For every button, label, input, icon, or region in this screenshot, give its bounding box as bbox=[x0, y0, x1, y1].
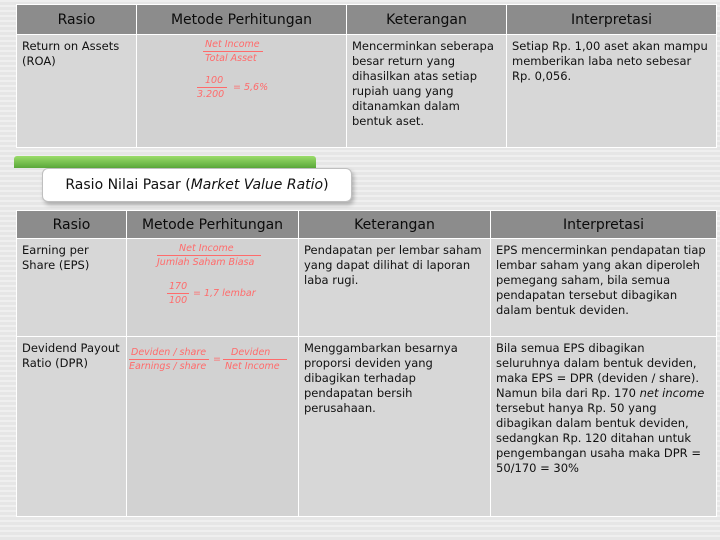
eps-formula-denominator: Jumlah Saham Biasa bbox=[157, 257, 255, 268]
eps-rasio-cell: Earning per Share (EPS) bbox=[17, 239, 127, 337]
header-rasio: Rasio bbox=[17, 211, 127, 239]
formula-numerator: Net Income bbox=[205, 39, 260, 50]
dpr-right-fraction-line bbox=[223, 359, 287, 360]
formula-cell bbox=[137, 35, 347, 148]
calc-denominator: 3.200 bbox=[197, 89, 225, 100]
calc-numerator: 100 bbox=[205, 75, 224, 86]
dpr-keterangan-cell: Menggambarkan besarnya proporsi deviden yang dibagikan terhadap pendapatan bersih perusahaan. bbox=[299, 337, 491, 517]
header-metode: Metode Perhitungan bbox=[137, 5, 347, 35]
keterangan-cell: Mencerminkan seberapa besar return yang dihasilkan atas setiap rupiah uang yang ditanamkan dalam bentuk aset. bbox=[347, 35, 507, 148]
eps-fraction-line bbox=[157, 255, 261, 256]
eps-calc-denominator: 100 bbox=[169, 295, 188, 306]
eps-calc-fraction-line bbox=[167, 293, 189, 294]
section-accent-bar bbox=[14, 156, 316, 168]
dpr-interpretasi-cell: Bila semua EPS dibagikan seluruhnya dalam bentuk deviden, maka EPS = DPR (deviden / share). Namun bila dari Rp. 170 net income tersebut hanya Rp. 50 yang dibagikan dalam bentuk deviden, sedangkan Rp. 120 ditahan untuk pengembangan usaha maka DPR = 50/170 = 30% bbox=[491, 337, 717, 517]
formula-denominator: Total Asset bbox=[205, 53, 257, 64]
market-value-table bbox=[16, 210, 717, 517]
calc-fraction-line bbox=[197, 87, 227, 88]
dpr-left-denominator: Earnings / share bbox=[129, 361, 207, 372]
fraction-line bbox=[203, 51, 263, 52]
eps-formula-cell bbox=[127, 239, 299, 337]
header-keterangan: Keterangan bbox=[299, 211, 491, 239]
dpr-right-denominator: Net Income bbox=[225, 361, 280, 372]
dpr-right-numerator: Deviden bbox=[231, 347, 271, 358]
roa-table bbox=[16, 4, 717, 148]
net-income-italic: net income bbox=[639, 386, 705, 400]
calc-result: = 5,6% bbox=[233, 82, 269, 93]
header-rasio: Rasio bbox=[17, 5, 137, 35]
section-title: Rasio Nilai Pasar (Market Value Ratio) bbox=[42, 168, 352, 202]
eps-formula-numerator: Net Income bbox=[179, 243, 234, 254]
header-keterangan: Keterangan bbox=[347, 5, 507, 35]
eps-keterangan-cell: Pendapatan per lembar saham yang dapat dilihat di laporan laba rugi. bbox=[299, 239, 491, 337]
dpr-rasio-cell: Devidend Payout Ratio (DPR) bbox=[17, 337, 127, 517]
section-title-italic: Market Value Ratio bbox=[190, 177, 324, 193]
eps-calc-numerator: 170 bbox=[169, 281, 188, 292]
header-interpretasi: Interpretasi bbox=[507, 5, 717, 35]
eps-calc-result: = 1,7 lembar bbox=[193, 288, 256, 299]
dpr-formula-cell bbox=[127, 337, 299, 517]
dpr-left-numerator: Deviden / share bbox=[131, 347, 207, 358]
interpretasi-cell: Setiap Rp. 1,00 aset akan mampu memberikan laba neto sebesar Rp. 0,056. bbox=[507, 35, 717, 148]
dpr-equals: = bbox=[213, 354, 221, 365]
header-interpretasi: Interpretasi bbox=[491, 211, 717, 239]
eps-interpretasi-cell: EPS mencerminkan pendapatan tiap lembar saham yang akan diperoleh pemegang saham, bila semua pendapatan tersebut dibagikan dalam bentuk deviden. bbox=[491, 239, 717, 337]
dpr-left-fraction-line bbox=[129, 359, 209, 360]
rasio-cell: Return on Assets (ROA) bbox=[17, 35, 137, 148]
header-metode: Metode Perhitungan bbox=[127, 211, 299, 239]
